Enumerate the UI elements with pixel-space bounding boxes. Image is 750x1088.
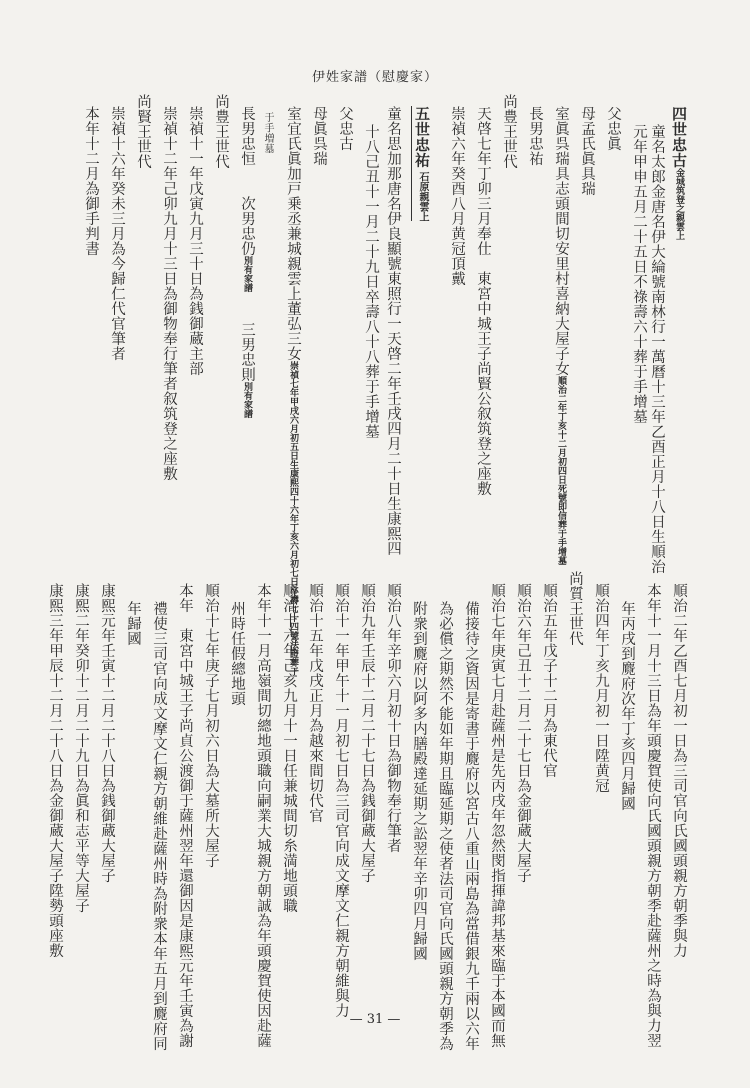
line-text: 附衆到麑府以阿多内膳殿達延期之訟翌年辛卯四月歸國 — [411, 601, 427, 961]
line-text: 順治五年戊子十二月為東代官 — [541, 583, 557, 778]
lower-text-line — [332, 583, 350, 1018]
upper-text-line — [526, 106, 544, 166]
line-text: 童名太郎金唐名伊大綸號南林行一萬曆十三年乙酉正月十八日生順治 — [649, 124, 665, 574]
line-text: 本年十二月為御手判書 — [83, 106, 99, 256]
line-text: 四世忠古 — [670, 106, 688, 168]
lower-text-line — [306, 583, 324, 823]
upper-text-line — [212, 94, 230, 169]
lower-text-line — [254, 583, 272, 1048]
lower-text-line — [150, 601, 168, 1051]
upper-text-line — [648, 124, 666, 574]
line-text: 尚質王世代 — [567, 571, 583, 646]
upper-text-line — [336, 106, 354, 151]
lower-text-line — [72, 583, 90, 913]
upper-text-line — [411, 106, 431, 221]
inline-annotation: 順治二年丁亥十二月初四日死號即信葬于手增墓 — [556, 376, 566, 565]
line-text: 父忠眞 — [605, 106, 621, 151]
upper-text-line — [578, 106, 596, 196]
line-text: 崇禎六年癸酉八月黄冠頂戴 — [449, 106, 465, 286]
line-text: 本年十一月高嶺間切總地頭職向嗣業大城親方朝誠為年頭慶賀使因赴薩 — [255, 583, 271, 1048]
upper-text-line — [82, 106, 100, 256]
line-text: 崇禎十六年癸未三月為今歸仁代官筆者 — [109, 106, 125, 361]
inline-annotation: 崇禎七年甲戌六月初五日生康熙四十六年丁亥六月初七日卒壽七十四號法證葬于 — [288, 361, 298, 676]
lower-text-line — [462, 601, 480, 1051]
lower-text-line — [280, 583, 298, 913]
upper-text-line — [552, 106, 570, 565]
upper-text-line — [448, 106, 466, 286]
upper-text-line — [362, 124, 380, 439]
line-text: 順治十七年庚子七月初六日為大墓所大屋子 — [203, 583, 219, 868]
line-text: 室宜氏眞加戸乗丞兼城親雲上董弘三女 — [285, 106, 301, 361]
line-text: 年歸國 — [125, 601, 141, 646]
line-text: 尚賢王世代 — [135, 94, 151, 169]
lower-text-line — [228, 601, 246, 706]
upper-text-line — [258, 112, 276, 154]
upper-text-line — [604, 106, 622, 151]
page-number: — 31 — — [349, 1012, 401, 1027]
line-text: 崇禎十二年己卯九月十三日為御物奉行筆者叙筑登之座敷 — [161, 106, 177, 481]
line-text: 元年甲申五月二十五日不祿壽六十葬于手增墓 — [631, 124, 647, 424]
inline-annotation: 別有家譜 — [242, 382, 252, 418]
line-text: 備接待之資因是寄書于麑府以宮古八重山兩島為當借銀九千兩以六年 — [463, 601, 479, 1051]
line-text: 十八己丑十一月二十九日卒壽八十八葬于手增墓 — [363, 124, 379, 439]
lower-text-line — [46, 583, 64, 958]
line-text: 禮使三司官向成文摩文仁親方朝維赴薩州時為附衆本年五月到麑府同 — [151, 601, 167, 1051]
lower-text-line — [410, 601, 428, 961]
line-text: 順治十五年戊戌正月為越來間切代官 — [307, 583, 323, 823]
line-text: 順治八年辛卯六月初十日為御物奉行筆者 — [385, 583, 401, 853]
line-text: 父忠古 — [337, 106, 353, 151]
upper-text-line — [670, 106, 688, 240]
line-text: 年丙戌到麑府次年丁亥四月歸國 — [619, 601, 635, 811]
line-text: 康熙三年甲辰十二月二十八日為金御蔵大屋子陞勢頭座敷 — [47, 583, 63, 958]
line-text: 順治四年丁亥九月初一日陞黄冠 — [593, 583, 609, 793]
inline-annotation: 金城筑登之親雲上 — [674, 168, 684, 240]
upper-text-line — [384, 106, 402, 556]
lower-text-line — [124, 601, 142, 646]
upper-text-line — [500, 94, 518, 169]
inline-annotation: 別有家譜 — [242, 256, 252, 292]
line-text: 崇禎十一年戊寅九月三十日為銭御蔵主部 — [187, 106, 203, 376]
line-text: 室眞呉瑞具志頭間切安里村喜納大屋子女 — [553, 106, 569, 376]
upper-text-line — [474, 106, 492, 496]
line-text: 順治六年己丑十二月二十七日為金御蔵大屋子 — [515, 583, 531, 883]
lower-text-line — [488, 583, 506, 1048]
line-text: 順治二年乙酉七月初一日為三司官向氏國頭親方朝季與力 — [671, 583, 687, 958]
lower-text-line — [644, 583, 662, 1048]
line-text: 母眞呉瑞 — [311, 106, 327, 166]
upper-text-line — [186, 106, 204, 376]
upper-text-line — [310, 106, 328, 166]
line-text: 本年 東宮中城王子尚貞公渡御于薩州翌年還御因是康熙元年壬寅為謝 — [177, 583, 193, 1048]
lower-text-line — [514, 583, 532, 883]
running-header: 伊姓家譜（慰慶家） — [311, 70, 438, 85]
line-text-tail: 三男忠則 — [239, 292, 255, 382]
line-text: 于手増墓 — [262, 112, 273, 154]
title-suffix: 石原親雲上 — [417, 168, 428, 222]
line-text: 康熙二年癸卯十二月二十九日為眞和志平等大屋子 — [73, 583, 89, 913]
line-text: 母孟氏眞具瑞 — [579, 106, 595, 196]
lower-text-line — [592, 583, 610, 793]
line-text: 本年十一月十三日為年頭慶賀使向氏國頭親方朝季赴薩州之時為與力翌 — [645, 583, 661, 1048]
line-text: 尚豊王世代 — [213, 94, 229, 169]
line-text: 天啓七年丁卯三月奉仕 東宮中城王子尚賢公叙筑登之座敷 — [475, 106, 491, 496]
line-text: 五世忠祐 — [413, 106, 431, 168]
line-text: 順治十一年甲午十一月初七日為三司官向成文摩文仁親方朝維與力 — [333, 583, 349, 1018]
line-text: 尚豊王世代 — [501, 94, 517, 169]
line-text: 康熙元年壬寅十二月二十八日為銭御蔵大屋子 — [99, 583, 115, 883]
lower-text-line — [436, 601, 454, 1051]
line-text: 長男忠恒 次男忠仍 — [239, 106, 255, 256]
upper-text-line — [630, 124, 648, 424]
upper-text-line — [238, 106, 256, 418]
lower-text-line — [176, 583, 194, 1048]
line-text: 為必償之期然不能如年期且臨延期之使者法司官向氏國頭親方朝季為 — [437, 601, 453, 1051]
lower-text-line — [618, 601, 636, 811]
lower-text-line — [384, 583, 402, 853]
line-text: 順治七年庚寅七月赴薩州是先丙戌年忽然閔指揮諱邦基來臨于本國而無 — [489, 583, 505, 1048]
lower-text-line — [566, 571, 584, 646]
line-text: 順治十六年己亥九月十一日任兼城間切糸満地頭職 — [281, 583, 297, 913]
line-text: 州時任假總地頭 — [229, 601, 245, 706]
lower-text-line — [358, 583, 376, 883]
lower-text-line — [540, 583, 558, 778]
upper-text-line — [108, 106, 126, 361]
lower-text-line — [202, 583, 220, 868]
lower-text-line — [98, 583, 116, 883]
line-text: 順治九年壬辰十二月二十七日為銭御蔵大屋子 — [359, 583, 375, 883]
upper-text-line — [160, 106, 178, 481]
line-text: 長男忠祐 — [527, 106, 543, 166]
upper-text-line — [134, 94, 152, 169]
line-text: 童名思加那唐名伊良顯號東照行一天啓二年壬戌四月二十日生康熙四 — [385, 106, 401, 556]
lower-text-line — [670, 583, 688, 958]
